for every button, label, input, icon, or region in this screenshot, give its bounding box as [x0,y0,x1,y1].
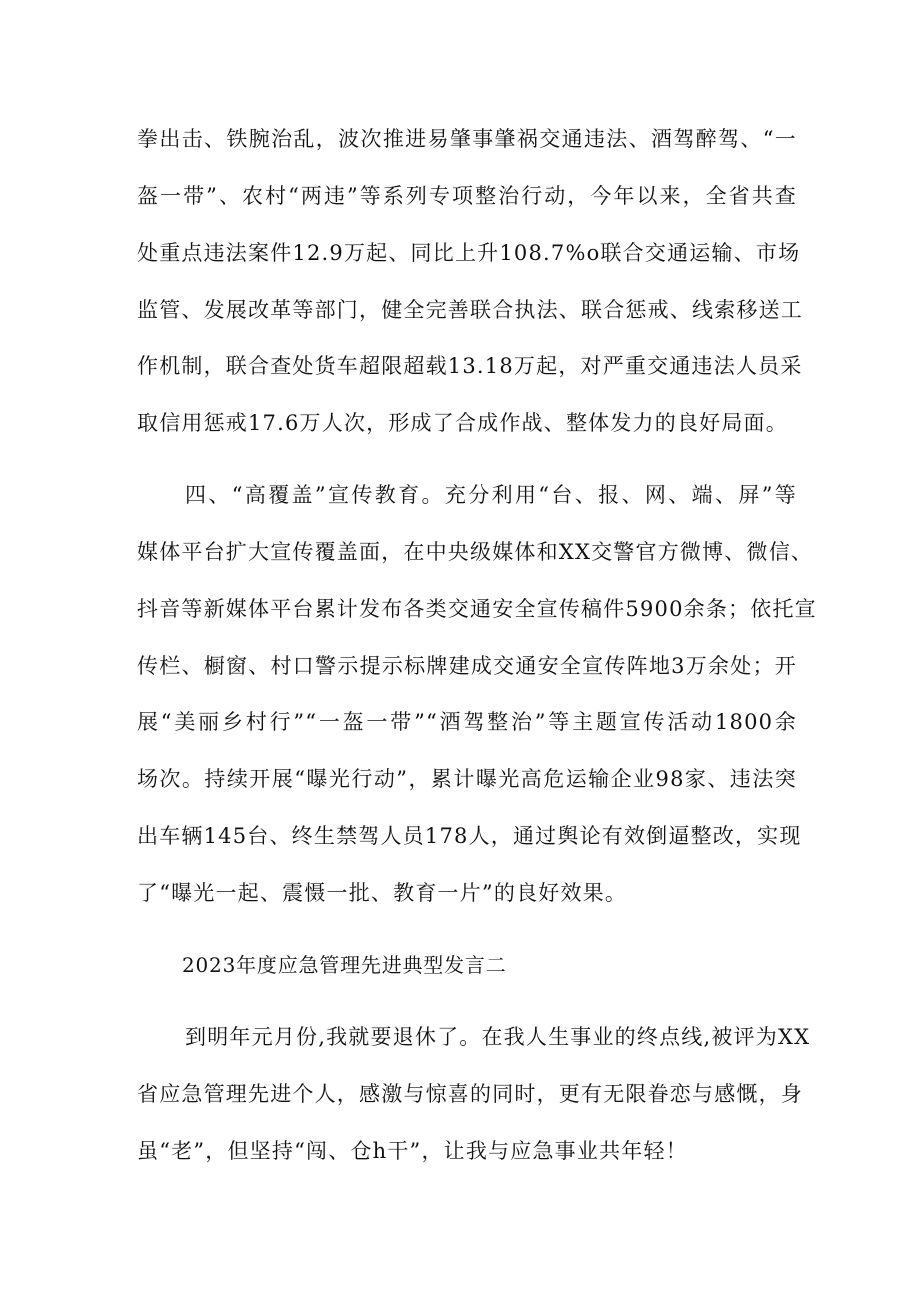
paragraph-2-line-4: 传栏、橱窗、村口警示提示标牌建成交通安全宣传阵地3万余处；开 [137,654,797,678]
paragraph-3-line-1: 到明年元月份,我就要退休了。在我人生事业的终点线,被评为XX [185,1025,811,1049]
paragraph-2-line-2: 媒体平台扩大宣传覆盖面，在中央级媒体和XX交警官方微博、微信、 [137,540,814,564]
paragraph-3-line-2: 省应急管理先进个人，感激与惊喜的同时，更有无限眷恋与感慨，身 [137,1082,803,1106]
paragraph-1-line-1: 拳出击、铁腕治乱，波次推进易肇事肇祸交通违法、酒驾醉驾、“一 [137,127,797,151]
paragraph-2-line-8: 了“曝光一起、震慑一批、教育一片”的良好效果。 [137,881,628,905]
paragraph-2-line-5: 展“美丽乡村行”“一盔一带”“酒驾整治”等主题宣传活动1800余 [137,710,797,734]
paragraph-1-line-4: 监管、发展改革等部门，健全完善联合执法、联合惩戒、线索移送工 [137,298,803,322]
paragraph-2-line-7: 出车辆145台、终生禁驾人员178人，通过舆论有效倒逼整改，实现 [137,824,802,848]
paragraph-2-line-3: 抖音等新媒体平台累计发布各类交通安全宣传稿件5900余条；依托宣 [137,597,817,621]
paragraph-1-line-5: 作机制，联合查处货车超限超载13.18万起，对严重交通违法人员采 [137,354,803,378]
paragraph-1-line-2: 盔一带”、农村“两违”等系列专项整治行动，今年以来，全省共查 [137,184,797,208]
paragraph-1-line-3: 处重点违法案件12.9万起、同比上升108.7%o联合交通运输、市场 [137,241,801,265]
paragraph-1-line-6: 取信用惩戒17.6万人次，形成了合成作战、整体发力的良好局面。 [137,411,788,435]
paragraph-2-line-6: 场次。持续开展“曝光行动”，累计曝光高危运输企业98家、违法突 [137,767,797,791]
section-heading: 2023年度应急管理先进典型发言二 [182,953,507,977]
paragraph-2-line-1: 四、“高覆盖”宣传教育。充分利用“台、报、网、端、屏”等 [185,483,797,507]
paragraph-3-line-3: 虽“老”，但坚持“闯、仓h干”，让我与应急事业共年轻！ [137,1139,688,1163]
